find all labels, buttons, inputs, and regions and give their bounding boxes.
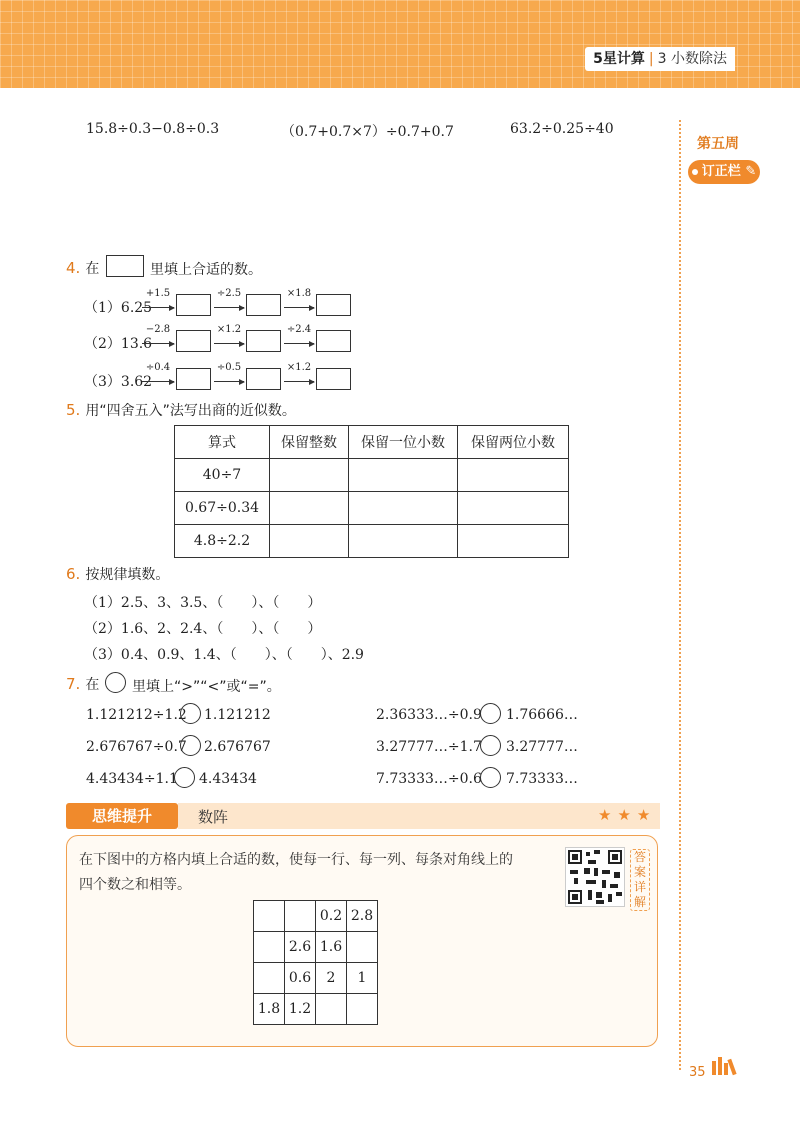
correction-column-divider <box>679 120 681 1070</box>
section-banner: 思维提升 <box>66 803 178 829</box>
q7-post: 里填上“>”“<”或“=”。 <box>132 679 281 695</box>
grid-cell[interactable] <box>285 901 316 932</box>
compare-left: 2.36333…÷0.9 <box>376 707 482 723</box>
compare-right: 7.73333… <box>506 771 578 787</box>
grid-cell: 1.8 <box>254 994 285 1025</box>
compare-left: 2.676767÷0.7 <box>86 739 187 755</box>
grid-row <box>254 994 378 1025</box>
q4-sample-box <box>106 255 144 277</box>
answer-box[interactable] <box>246 368 281 390</box>
q6-heading <box>66 564 169 584</box>
answer-box[interactable] <box>176 368 211 390</box>
dot-icon <box>692 169 698 175</box>
sequence-line-2: （2）1.6、2、2.4、（ ）、（ ） <box>84 621 322 637</box>
chain-start-label: （2）13.6 <box>84 336 153 352</box>
chain-operation: ÷0.5 <box>216 362 242 373</box>
section-banner-bar <box>178 803 660 829</box>
answer-cell[interactable] <box>349 459 458 492</box>
grid-cell: 0.2 <box>316 901 347 932</box>
arrow-icon <box>214 298 244 308</box>
grid-cell: 1.2 <box>285 994 316 1025</box>
panel-text-1: 在下图中的方格内填上合适的数，使每一行、每一列、每条对角线上的 <box>79 852 513 868</box>
arrow-icon <box>142 298 174 308</box>
compare-left: 1.121212÷1.2 <box>86 707 187 723</box>
chain-start-label: （1）6.25 <box>84 300 153 316</box>
grid-cell: 2 <box>316 963 347 994</box>
grid-cell[interactable] <box>347 994 378 1025</box>
answer-box[interactable] <box>176 330 211 352</box>
answer-box[interactable] <box>246 294 281 316</box>
expression-3: 63.2÷0.25÷40 <box>510 121 614 137</box>
table-row <box>175 525 569 558</box>
q4-post: 里填上合适的数。 <box>150 262 262 278</box>
grid-cell[interactable] <box>254 963 285 994</box>
compare-left: 3.27777…÷1.7 <box>376 739 482 755</box>
answer-box[interactable] <box>316 368 351 390</box>
answer-box[interactable] <box>176 294 211 316</box>
answer-cell[interactable] <box>458 459 569 492</box>
q7-pre: 在 <box>85 677 100 693</box>
approximation-table <box>174 425 569 558</box>
q6-text: 按规律填数。 <box>85 567 170 583</box>
compare-circle[interactable] <box>480 735 501 756</box>
compare-right: 1.76666… <box>506 707 578 723</box>
answer-box[interactable] <box>316 294 351 316</box>
chain-operation: ÷2.5 <box>216 288 242 299</box>
chain-operation: +1.5 <box>145 288 171 299</box>
arrow-icon <box>284 372 314 382</box>
q5-heading <box>66 400 296 420</box>
grid-cell[interactable] <box>254 932 285 963</box>
arrow-icon <box>214 334 244 344</box>
chain-operation: ÷0.4 <box>145 362 171 373</box>
chain-operation: ÷2.4 <box>286 324 312 335</box>
answer-box[interactable] <box>316 330 351 352</box>
q7-sample-circle <box>105 672 126 693</box>
answer-box[interactable] <box>246 330 281 352</box>
arrow-icon <box>284 334 314 344</box>
grid-cell: 0.6 <box>285 963 316 994</box>
grid-row <box>254 932 378 963</box>
table-header-cell: 保留两位小数 <box>458 426 569 459</box>
table-row <box>175 492 569 525</box>
compare-circle[interactable] <box>480 767 501 788</box>
grid-cell[interactable] <box>347 932 378 963</box>
compare-circle[interactable] <box>174 767 195 788</box>
q5-text: 用“四舍五入”法写出商的近似数。 <box>85 403 296 419</box>
unit-title: 3 小数除法 <box>657 51 727 67</box>
table-header-cell: 保留一位小数 <box>349 426 458 459</box>
arrow-icon <box>142 372 174 382</box>
qr-pattern <box>566 848 624 906</box>
arrow-icon <box>214 372 244 382</box>
difficulty-stars-icon: ★★★ <box>598 806 657 824</box>
chain-operation: ×1.2 <box>216 324 242 335</box>
answer-cell[interactable] <box>458 525 569 558</box>
table-header-cell: 保留整数 <box>270 426 349 459</box>
grid-cell: 1 <box>347 963 378 994</box>
correction-label: 订正栏 <box>701 164 741 179</box>
grid-row <box>254 901 378 932</box>
arrow-icon <box>284 298 314 308</box>
compare-right: 4.43434 <box>199 771 257 787</box>
compare-circle[interactable] <box>480 703 501 724</box>
expression-2: （0.7+0.7×7）÷0.7+0.7 <box>281 124 454 140</box>
page-number: 35 <box>689 1065 706 1080</box>
q5-number: 5. <box>66 401 81 419</box>
section-topic: 数阵 <box>198 808 229 826</box>
q4-pre: 在 <box>85 261 100 277</box>
q7-number: 7. <box>66 675 81 693</box>
chain-operation: −2.8 <box>145 324 171 335</box>
compare-left: 7.73333…÷0.6 <box>376 771 482 787</box>
q6-number: 6. <box>66 565 81 583</box>
table-row <box>175 459 569 492</box>
grid-cell: 1.6 <box>316 932 347 963</box>
table-cell-expr: 0.67÷0.34 <box>175 492 270 525</box>
q4-number: 4. <box>66 259 81 277</box>
header-label <box>585 47 735 71</box>
compare-right: 1.121212 <box>204 707 271 723</box>
q7-heading <box>66 674 99 694</box>
answer-detail-link[interactable]: 答案详解 <box>630 849 650 911</box>
grid-cell[interactable] <box>254 901 285 932</box>
grid-row <box>254 963 378 994</box>
compare-right: 3.27777… <box>506 739 578 755</box>
answer-cell[interactable] <box>349 525 458 558</box>
answer-cell[interactable] <box>270 525 349 558</box>
week-label: 第五周 <box>697 136 739 152</box>
answer-cell[interactable] <box>349 492 458 525</box>
qr-code-icon[interactable] <box>565 847 625 907</box>
compare-left: 4.43434÷1.1 <box>86 771 178 787</box>
compare-circle[interactable] <box>180 735 201 756</box>
table-cell-expr: 4.8÷2.2 <box>175 525 270 558</box>
sequence-line-3: （3）0.4、0.9、1.4、（ ）、（ ）、2.9 <box>84 647 364 663</box>
grid-cell: 2.6 <box>285 932 316 963</box>
expression-1: 15.8÷0.3−0.8÷0.3 <box>86 121 220 137</box>
chain-operation: ×1.8 <box>286 288 312 299</box>
compare-right: 2.676767 <box>204 739 271 755</box>
q4-heading <box>66 258 99 278</box>
arrow-icon <box>142 334 174 344</box>
answer-cell[interactable] <box>270 459 349 492</box>
table-header-cell: 算式 <box>175 426 270 459</box>
page-header-band <box>0 0 800 88</box>
magic-square-grid <box>253 900 378 1025</box>
answer-cell[interactable] <box>270 492 349 525</box>
compare-circle[interactable] <box>180 703 201 724</box>
correction-badge <box>688 160 760 184</box>
table-cell-expr: 40÷7 <box>175 459 270 492</box>
panel-text-2: 四个数之和相等。 <box>79 877 191 893</box>
sequence-line-1: （1）2.5、3、3.5、（ ）、（ ） <box>84 595 322 611</box>
grid-cell[interactable] <box>316 994 347 1025</box>
series-title: 5星计算 <box>593 51 645 67</box>
chain-operation: ×1.2 <box>286 362 312 373</box>
pencil-icon: ✎ <box>740 164 757 179</box>
grid-cell: 2.8 <box>347 901 378 932</box>
answer-cell[interactable] <box>458 492 569 525</box>
chain-start-label: （3）3.62 <box>84 374 153 390</box>
header-separator: | <box>648 51 654 67</box>
books-icon <box>712 1056 736 1075</box>
table-header-row <box>175 426 569 459</box>
